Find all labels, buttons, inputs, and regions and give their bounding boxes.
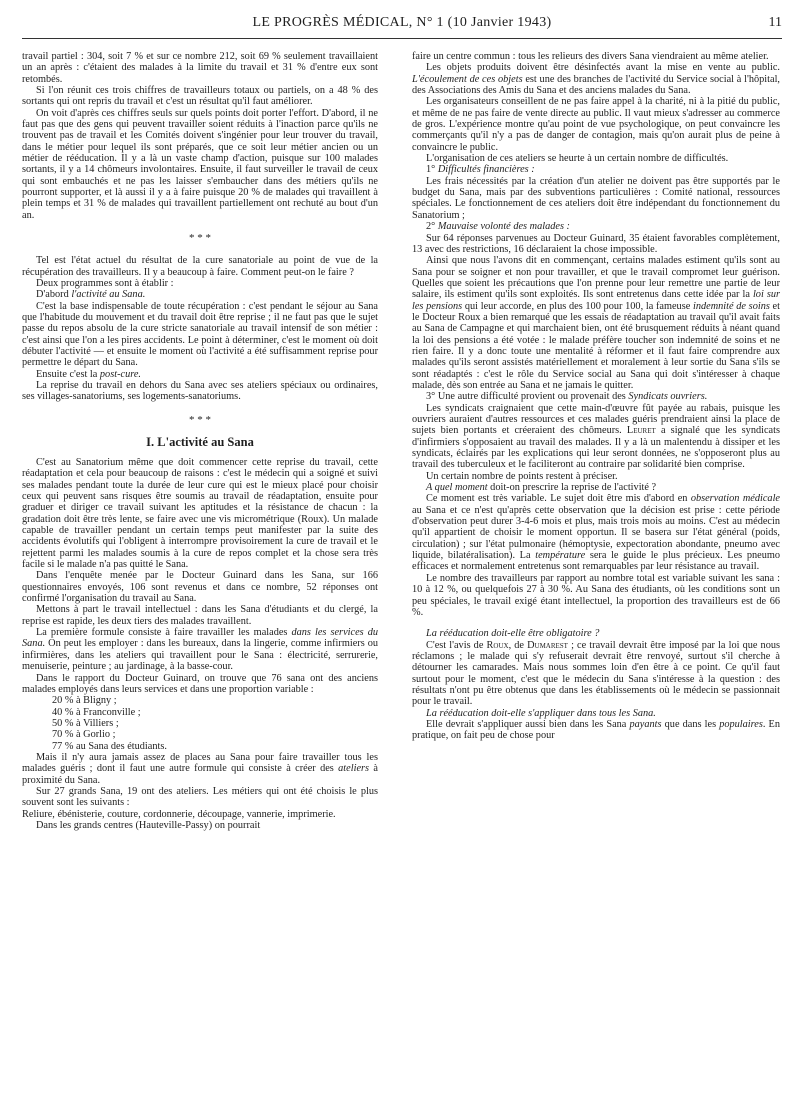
paragraph: D'abord l'activité au Sana. xyxy=(36,289,146,301)
subheading: La rééducation doit-elle s'appliquer dans tous les Sana. xyxy=(426,707,656,719)
section-separator: * * * xyxy=(189,413,211,426)
paragraph: Tel est l'état actuel du résultat de la cure sanatoriale au point de vue de la récupération des travailleurs. Il y a beaucoup à faire. Comment peut-on le faire ? xyxy=(22,255,378,278)
paragraph: Ce moment est très variable. Le sujet doit être mis d'abord en observation médicale au Sana et ce n'est qu'après cette observation que la décision est prise : cette période d'observation peut durer 3-4-6 mois et plus, mais trois mois au moins. C'est au médecin qu'il appartient de choisir le moment opportun. Il se basera sur l'état général (poids, circulation) ; sur l'état pulmonaire (hémoptysie, expectoration abondante, pneumo avec liquide, bilatéralisation). La température sera le guide le plus précieux. Les pneumo efficaces et normalement entretenus sont remarquables par leur résistance au travail. xyxy=(412,493,780,573)
paragraph: A quel moment doit-on prescrire la reprise de l'activité ? xyxy=(426,482,657,494)
paragraph: L'organisation de ces ateliers se heurte à un certain nombre de difficultés. xyxy=(426,153,729,165)
list-item: 77 % au Sana des étudiants. xyxy=(52,740,167,752)
paragraph: C'est la base indispensable de toute récupération : c'est pendant le séjour au Sana que l'habitude du mouvement et du travail doit être reprise ; il ne faut pas que le sujet passe du repos absolu de la cure stricte sanatoriale au travail intensif de son métier : c'est ainsi que l'on a les pires accidents. Le point à déterminer, c'est le moment où doit débuter l'activité — et ensuite le moment où l'activité a été suffisamment reprise pour permettre le départ du Sana. xyxy=(22,300,378,369)
paragraph: Les organisateurs conseillent de ne pas faire appel à la charité, ni à la pitié du public, et même de ne pas faire de vente directe au public. Il vaut mieux s'adresser au commerce de gros. L'expérience montre qu'au point de vue psychologique, on peut convaincre les commerçants qu'il n'y a pas de danger de contagion, mais qu'on aurait plus de peine à convaincre le public. xyxy=(412,96,780,153)
paragraph: 3° Une autre difficulté provient ou provenait des Syndicats ouvriers. xyxy=(426,391,708,403)
paragraph: travail partiel : 304, soit 7 % et sur ce nombre 212, soit 69 % seulement travaillaient un an après : c'étaient des malades à la limite du travail et 31 % d'entre eux sont retombés. xyxy=(22,51,378,85)
subheading: 2° Mauvaise volonté des malades : xyxy=(426,221,570,233)
paragraph: La première formule consiste à faire travailler les malades dans les services du Sana. On peut les employer : dans les bureaux, dans la lingerie, comme infirmiers ou infirmières, dans les ateliers qui travaillent pour le Sana : électricité, serrurerie, menuiserie, peinture ; au jardinage, à la basse-cour. xyxy=(22,627,378,673)
section-heading: I. L'activité au Sana xyxy=(146,434,254,449)
left-column xyxy=(22,51,378,831)
subheading: La rééducation doit-elle être obligatoire ? xyxy=(426,628,600,640)
section-separator: * * * xyxy=(189,232,211,245)
paragraph: Ensuite c'est la post-cure. xyxy=(36,368,141,380)
paragraph: C'est au Sanatorium même que doit commencer cette reprise du travail, cette réadaptation et cela pour beaucoup de raisons : c'est le médecin qui a soigné et suivi ses malades pendant toute la durée de leur cure qui est le mieux placé pour choisir ceux qui peuvent sans risques être soumis au travail de réadaptation, ensuite pour graduer et diriger ce travail suivant les aptitudes et la résistance de chacun : la gradation doit être très lente, se faire avec une vis micrométrique (Roux). Un malade capable de travailler pendant un certain temps peut manifester par la suite des accidents évolutifs qui l'obligent à interrompre provisoirement la cure de travail et le rejettent parmi les malades soumis à la cure de repos complet et la chose sera très facile si le malade n'a pas quitté le Sana. xyxy=(22,456,378,571)
paragraph: Ainsi que nous l'avons dit en commençant, certains malades estiment qu'ils sont au Sana pour se soigner et non pour travailler, et que le travail compromet leur guérison. Quelles que soient les précautions que l'on prenne pour leur remettre une partie de leur salaire, ils estiment qu'ils sont exploités. Ils sont entretenus dans cette idée par la loi sur les pensions qui leur accorde, en plus des 100 pour 100, la fameuse indemnité de soins et le Docteur Roux a bien remarqué que les essais de réadaptation au travail qu'il avait faits au Sana de Campagne et qui marchaient bien, ont été brusquement réduits à néant quand la loi des pensions a été votée : le malade préfère toucher son indemnité de soins et ne rien faire. Il y a donc toute une mentalité à réformer et il faut faire comprendre aux malades qu'ils seront assistés matériellement et moralement à leur sortie du Sana s'ils se sont réadaptés : c'est le rôle du Service social au Sana qui doit s'intéresser à chaque malade, dès son entrée au Sana et ne jamais le quitter. xyxy=(412,255,780,391)
header-rule xyxy=(22,38,782,39)
paragraph: Sur 27 grands Sana, 19 ont des ateliers. Les métiers qui ont été choisis le plus souvent sont les suivants : xyxy=(22,785,378,809)
right-column xyxy=(412,51,780,742)
paragraph: Reliure, ébénisterie, couture, cordonnerie, découpage, vannerie, imprimerie. xyxy=(22,808,336,820)
journal-title: LE PROGRÈS MÉDICAL, N° 1 (10 Janvier 1943) xyxy=(252,15,552,30)
paragraph: On voit d'après ces chiffres seuls sur quels points doit porter l'effort. D'abord, il ne faut pas que des gens qui peuvent travailler soient réduits à l'inaction parce qu'ils ne trouvent pas de travail et les Comités doivent s'ingénier pour leur trouver du travail, dans le métier pour lequel ils sont préparés, que ce soit leur métier ancien ou un métier de rééducation. Il y a là un vaste champ d'action, puisque sur 100 malades sortants, il y a 14 chômeurs involontaires. Ensuite, il faut surveiller le travail de ceux qui sont embauchés et ne pas les laisser s'embaucher dans des métiers qu'ils ne pourront supporter, et là aussi il y a à faire puisque 20 % de malades qui travaillent à plein temps et 31 % de malades qui travaillent partiellement ont rechuté au bout d'un an. xyxy=(22,107,378,221)
paragraph: Sur 64 réponses parvenues au Docteur Guinard, 35 étaient favorables complètement, 13 avec des restrictions, 16 déclaraient la chose impossible. xyxy=(412,232,780,255)
paragraph: Elle devrait s'appliquer aussi bien dans les Sana payants que dans les populaires. En pratique, on fait peu de chose pour xyxy=(412,718,780,742)
paragraph: Mettons à part le travail intellectuel : dans les Sana d'étudiants et du clergé, la reprise est rapide, les deux tiers des malades travaillent. xyxy=(22,604,378,627)
paragraph: Les frais nécessités par la création d'un atelier ne doivent pas être supportés par le budget du Sana, mais par des subventions particulières : Comité national, ressources spéciales. Le fonctionnement de ces ateliers doit être indépendant du fonctionnement du Sanatorium ; xyxy=(412,175,780,221)
paragraph: Mais il n'y aura jamais assez de places au Sana pour faire travailler tous les malades guéris ; dont il faut une autre formule qui consiste à créer des ateliers à proximité du Sana. xyxy=(22,751,378,786)
list-item: 50 % à Villiers ; xyxy=(52,717,119,729)
paragraph: faire un centre commun : tous les relieurs des divers Sana viendraient au même atelier. xyxy=(412,51,769,62)
list-item: 70 % à Gorlio ; xyxy=(52,729,116,741)
paragraph: Si l'on réunit ces trois chiffres de travailleurs totaux ou partiels, on a 48 % des sortants qui ont repris du travail et c'est un résultat qu'il faut améliorer. xyxy=(22,85,378,108)
paragraph: Un certain nombre de points restent à préciser. xyxy=(426,470,618,482)
paragraph: Dans l'enquête menée par le Docteur Guinard dans les Sana, sur 166 questionnaires envoyés, 106 sont revenus et dans ce nombre, 52 réponses ont confirmé l'organisation du travail au Sana. xyxy=(22,570,378,605)
paragraph: C'est l'avis de Roux, de Dumarest ; ce travail devrait être imposé par la loi que nous réclamons ; le malade qui s'y refuserait devrait être renvoyé, surtout s'il cherche à détourner les camarades. Mais nous sommes loin d'en être à ce point. Ce qu'il faut surtout pour le moment, c'est que le médecin du Sana s'intéresse à la question : des résultats n'ont pu être obtenus que dans les établissements où le médecin se passionnait pour le travail. xyxy=(412,639,780,708)
paragraph: Dans les grands centres (Hauteville-Passy) on pourrait xyxy=(36,819,261,831)
paragraph: Deux programmes sont à établir : xyxy=(36,277,174,289)
list-item: 40 % à Franconville ; xyxy=(52,706,141,718)
paragraph: Dans le rapport du Docteur Guinard, on trouve que 76 sana ont des anciens malades employés dans leurs services et dans une proportion variable : xyxy=(22,672,378,695)
paragraph: La reprise du travail en dehors du Sana avec ses ateliers spéciaux ou ordinaires, ses villages-sanatoriums, ses logements-sanatoriums. xyxy=(22,379,378,403)
paragraph: Le nombre des travailleurs par rapport au nombre total est variable suivant les sana : 10 à 12 %, ou quelquefois 27 à 30 %. Au Sana des étudiants, où les conditions sont un peu spéciales, le travail exigé étant intellectuel, la proportion des travailleurs est de 66 %. xyxy=(412,572,780,618)
subheading: 1° Difficultés financières : xyxy=(426,164,535,176)
paragraph: Les objets produits doivent être désinfectés avant la mise en vente au public. L'écoulement de ces objets est une des branches de l'activité du Service social à l'hôpital, des Associations des Amis du Sana et des anciens malades du Sana. xyxy=(412,62,781,97)
running-header xyxy=(22,15,782,39)
page-number: 11 xyxy=(768,15,782,30)
list-item: 20 % à Bligny ; xyxy=(52,695,117,707)
paragraph: Les syndicats craignaient que cette main-d'œuvre fût payée au rabais, puisque les ouvriers auraient d'autres ressources et ces malades guéris prendraient ainsi la place de sujets bien portants et créeraient des chômeurs. Leuret a signalé que les syndicats d'infirmiers s'opposaient au travail des malades. Il y a là un malentendu à dissiper et les syndicats, éclairés par les explications qui leur seront données, ne s'opposeront plus au travail des tuberculeux et le faciliteront au contraire par solidarité bien comprise. xyxy=(412,402,780,471)
